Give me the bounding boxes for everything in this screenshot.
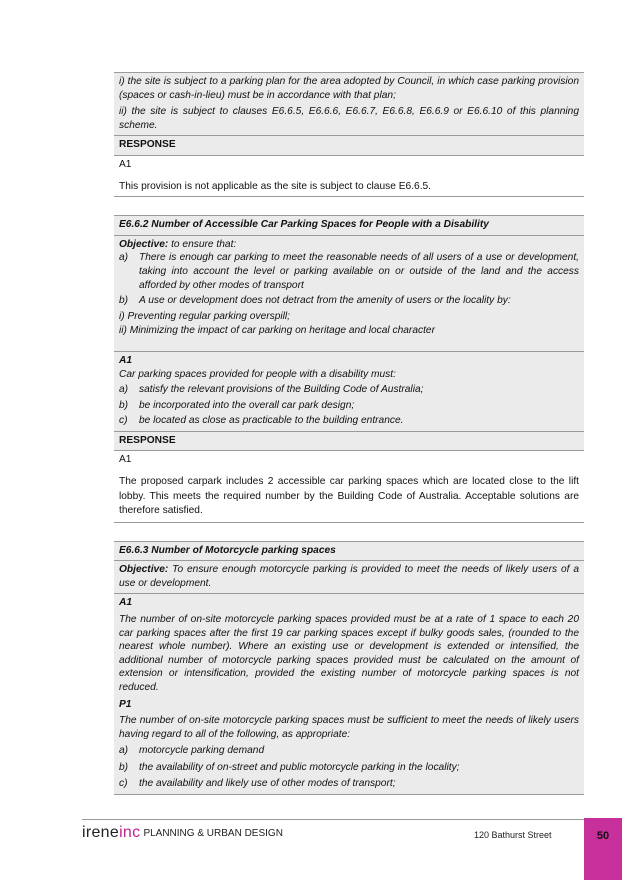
response-heading: RESPONSE xyxy=(114,431,584,451)
response-a1-label: A1 xyxy=(119,454,132,466)
condition-ii: ii) the site is subject to clauses E6.6.5, E6.6.6, E6.6.7, E6.6.8, E6.6.9 or E6.6.10 of this planning scheme. xyxy=(119,106,579,131)
a1-item: a) satisfy the relevant provisions of the Building Code of Australia; xyxy=(119,384,424,396)
section-heading-e662: E6.6.2 Number of Accessible Car Parking Spaces for People with a Disability xyxy=(114,215,584,235)
objective-label: Objective: xyxy=(119,238,169,250)
objective-block xyxy=(114,560,584,593)
p1-item: c) the availability and likely use of other modes of transport; xyxy=(119,778,396,790)
section-end-rule xyxy=(114,794,584,795)
response-a1-label: A1 xyxy=(119,158,132,170)
p1-item: b) the availability of on-street and public motorcycle parking in the locality; xyxy=(119,761,460,773)
acceptable-solution-a1 xyxy=(114,351,584,431)
response-heading: RESPONSE xyxy=(114,135,584,155)
objective-item: b) A use or development does not detract from the amenity of users or the locality by: xyxy=(119,295,511,307)
a1-text: The number of on-site motorcycle parking spaces provided must be at a rate of 1 space to each 20 car parking spaces after the first 19 car parking spaces except if bulky goods sales, (rounded to the nearest whole number). Where an existing use or development is extended or intensified, the additional number of motorcycle parking spaces provided must be calculated on the amount of extension or intensification, provided the existing number of motorcycle parking spaces is not reduced. xyxy=(119,613,579,693)
a1-intro: Car parking spaces provided for people with a disability must: xyxy=(119,368,396,380)
objective-block xyxy=(114,235,584,341)
a1-label: A1 xyxy=(119,354,133,366)
response-block xyxy=(114,450,584,521)
p1-item: a) motorcycle parking demand xyxy=(119,745,265,757)
response-text: The proposed carpark includes 2 accessible car parking spaces which are located close to the lift lobby. This meets the required number by the Building Code of Australia. Acceptable solutions are therefore satisfied. xyxy=(119,476,579,517)
a1-label: A1 xyxy=(119,597,133,609)
page-number-box xyxy=(584,818,622,880)
company-logo xyxy=(82,823,283,844)
clause-conditions xyxy=(114,72,584,135)
p1-text: The number of on-site motorcycle parking spaces must be sufficient to meet the needs of likely users having regard to all of the following, as appropriate: xyxy=(119,715,579,740)
acceptable-solution-a1 xyxy=(114,593,584,794)
logo-text-irene: irene xyxy=(82,824,120,841)
logo-text-inc: inc xyxy=(119,824,141,841)
a1-item: b) be incorporated into the overall car park design; xyxy=(119,399,355,411)
objective-text: to ensure that: xyxy=(168,238,237,250)
spacer xyxy=(114,341,584,351)
objective-sub-ii: ii) Minimizing the impact of car parking on heritage and local character xyxy=(119,325,435,337)
condition-i: i) the site is subject to a parking plan for the area adopted by Council, in which case parking provision (spaces or cash-in-lieu) must be in accordance with that plan; xyxy=(119,76,579,101)
objective-label: Objective: xyxy=(119,564,169,576)
section-spacer xyxy=(114,522,584,541)
logo-tagline: PLANNING & URBAN DESIGN xyxy=(143,828,283,839)
document-body xyxy=(114,72,584,795)
a1-item: c) be located as close as practicable to the building entrance. xyxy=(119,415,404,427)
objective-item: a) There is enough car parking to meet the reasonable needs of all users of a use or development, taking into account the level or parking available on or outside of the land and the access afforded by other modes of transport xyxy=(119,252,579,291)
objective-text: To ensure enough motorcycle parking is provided to meet the needs of likely users of a use or development. xyxy=(119,564,579,589)
page-number: 50 xyxy=(596,830,610,842)
response-block xyxy=(114,155,584,196)
p1-label: P1 xyxy=(119,698,132,710)
section-spacer xyxy=(114,196,584,215)
footer-rule xyxy=(82,819,584,820)
footer-address: 120 Bathurst Street xyxy=(474,830,552,840)
response-text: This provision is not applicable as the site is subject to clause E6.6.5. xyxy=(119,180,432,192)
objective-sub-i: i) Preventing regular parking overspill; xyxy=(119,310,291,322)
section-heading-e663: E6.6.3 Number of Motorcycle parking spaces xyxy=(114,541,584,561)
